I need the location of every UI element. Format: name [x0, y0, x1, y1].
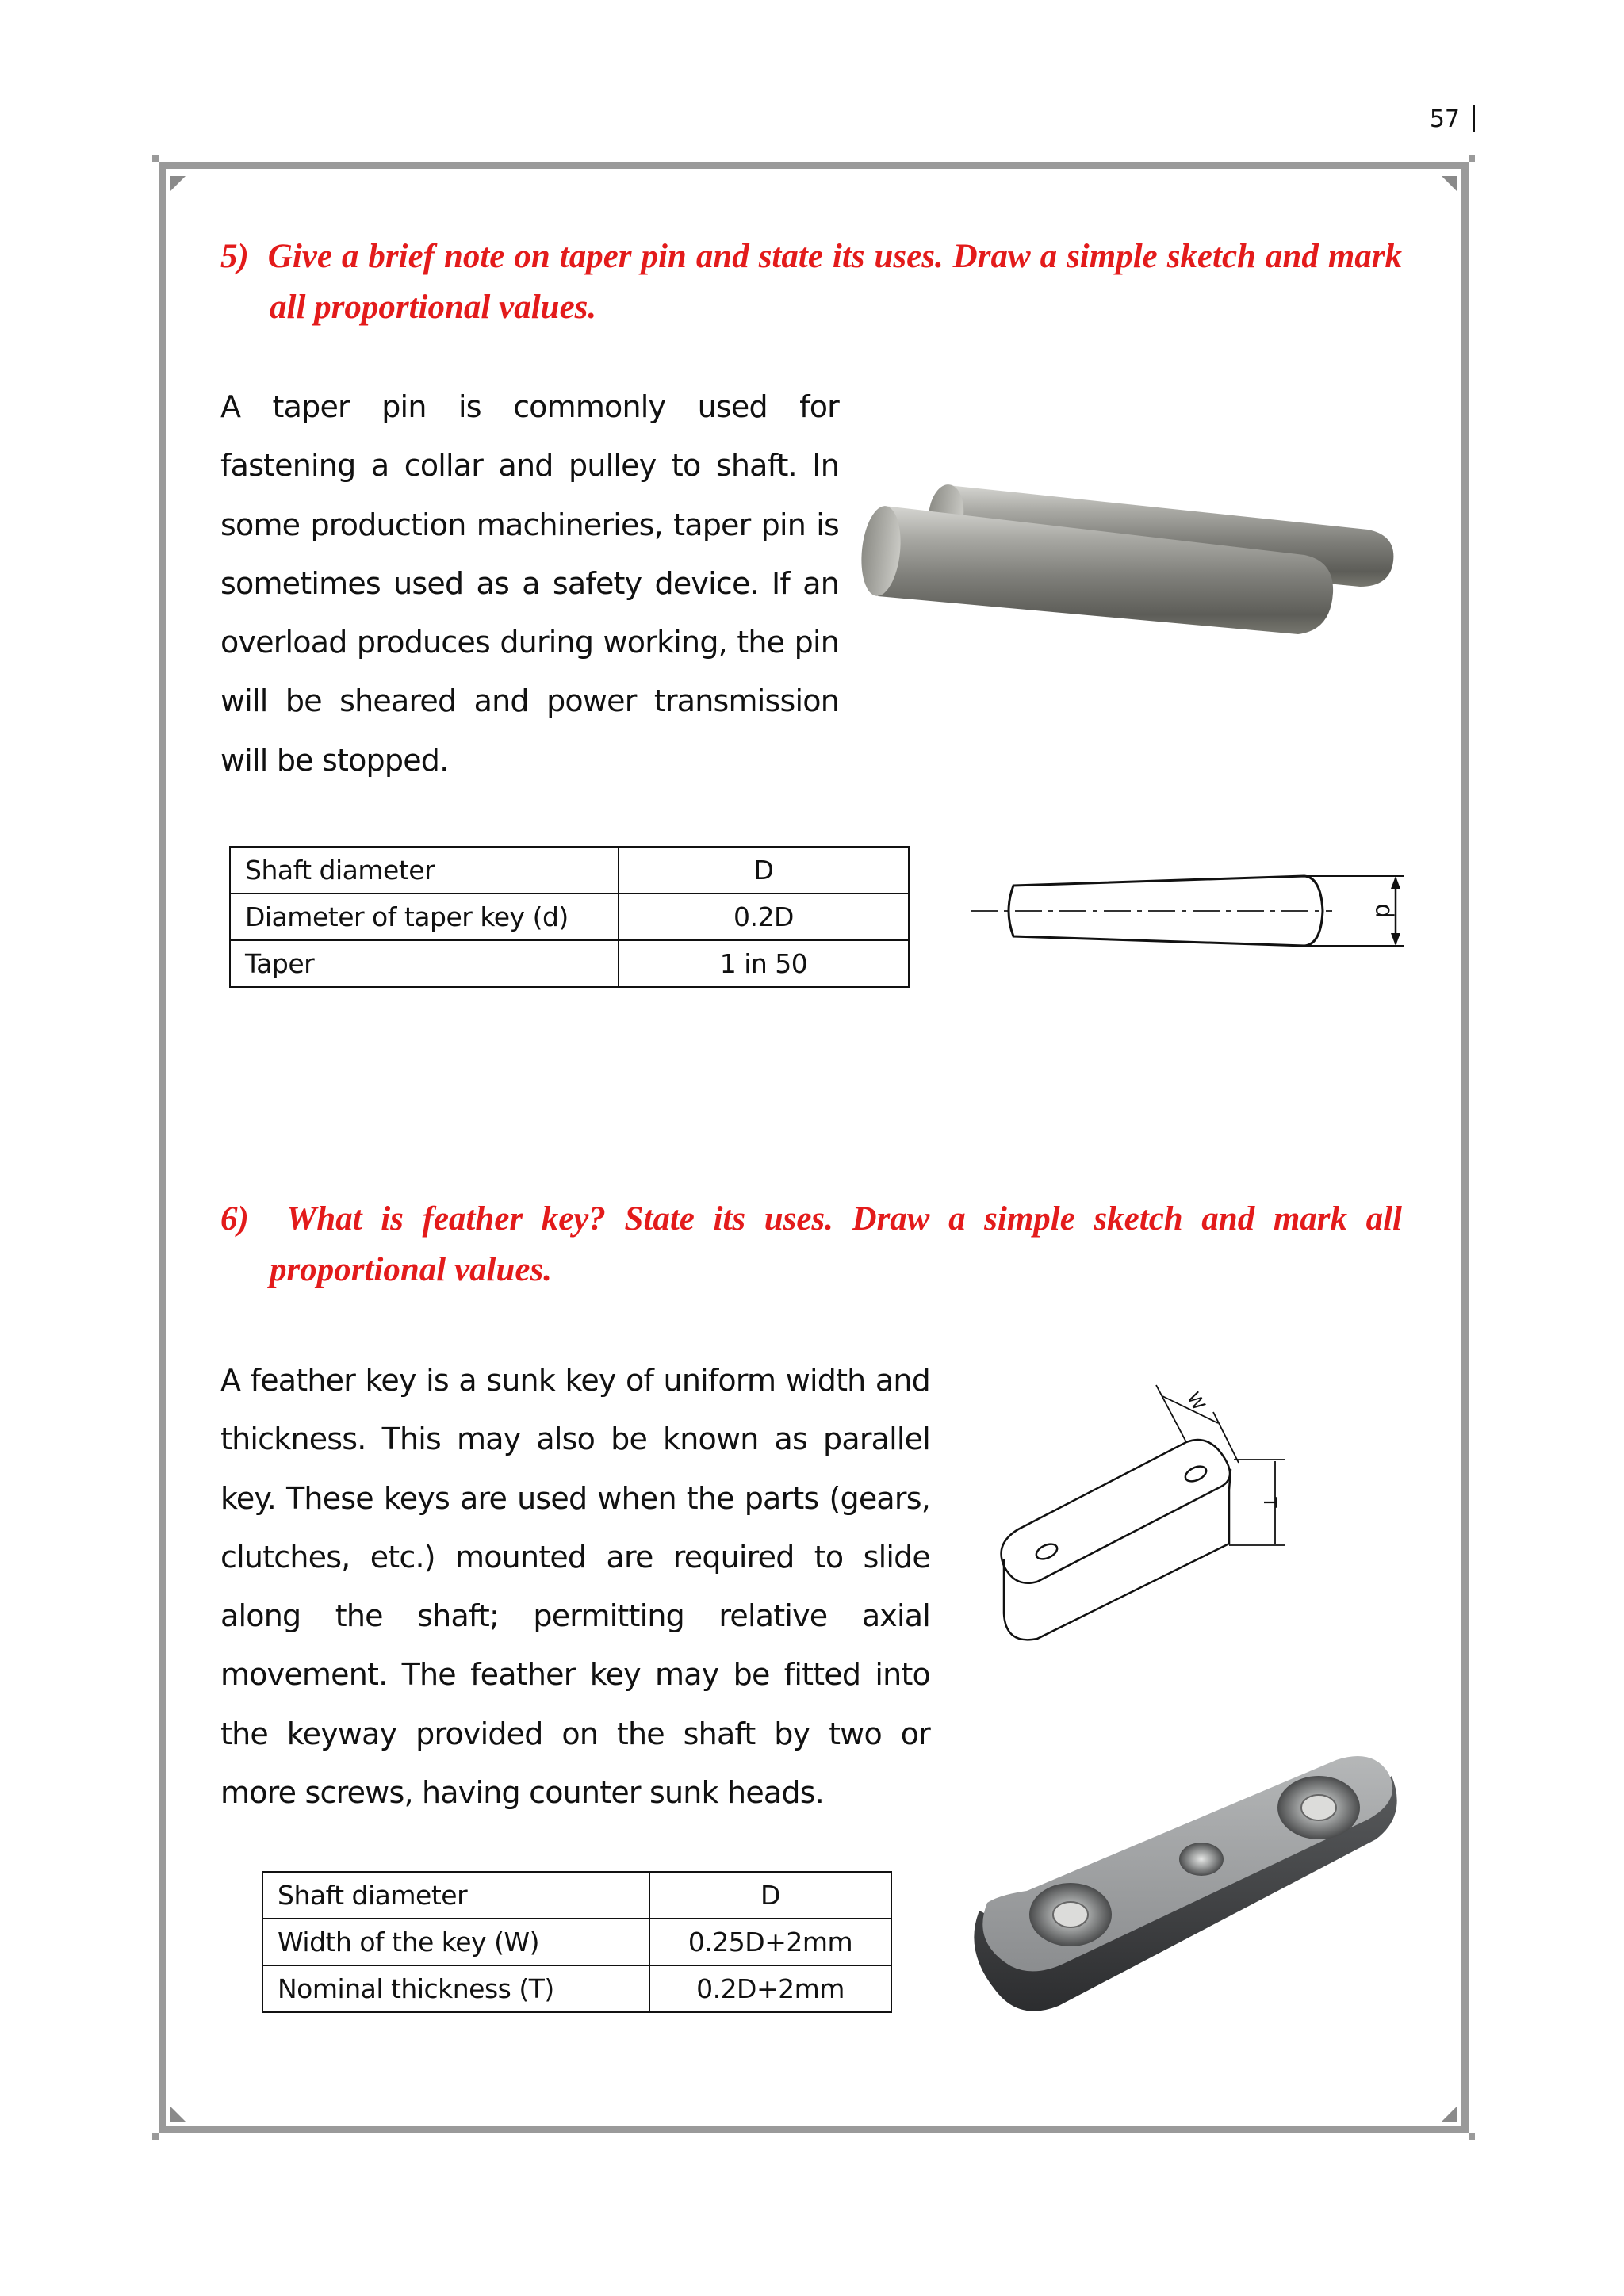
table-cell-value: 0.25D+2mm: [649, 1919, 891, 1965]
question-text: What is feather key? State its uses. Draw a simple sketch and mark all proportional values.: [270, 1200, 1402, 1288]
question-number: 5): [220, 238, 249, 275]
dimension-arrow: [1391, 933, 1400, 946]
question-number: 6): [220, 1200, 249, 1238]
frame-bottom-border: [159, 2126, 1469, 2133]
taper-pin-photo: [860, 468, 1415, 666]
dimension-arrow: [1391, 876, 1400, 889]
table-cell-value: 0.2D+2mm: [649, 1965, 891, 2012]
table-cell-value: 1 in 50: [619, 940, 909, 987]
table-row: [262, 1872, 891, 1919]
feather-key-proportions-table: [262, 1871, 892, 2013]
tapped-hole: [1179, 1843, 1224, 1876]
table-row: [262, 1965, 891, 2012]
feather-key-description: A feather key is a sunk key of uniform width and thickness. This may also be known as parallel key. These keys are used when the parts (gears, clutches, etc.) mounted are required to slide along the shaft; permitting relative axial movement. The feather key may be fitted into the keyway provided on the shaft by two or more screws, having counter sunk heads.: [220, 1363, 930, 1811]
table-cell-value: D: [649, 1872, 891, 1919]
diameter-label: d: [1369, 903, 1398, 919]
taper-pin-proportions-table: [229, 846, 910, 988]
key-outline: [1002, 1440, 1231, 1640]
table-row: [230, 847, 909, 894]
frame-right-border: [1461, 162, 1469, 2133]
frame-corner-dot: [152, 2133, 159, 2140]
frame-corner-triangle: [1442, 2106, 1457, 2122]
table-cell-label: Shaft diameter: [262, 1872, 649, 1919]
frame-top-border: [159, 162, 1469, 169]
taper-pin-description: A taper pin is commonly used for fastening a collar and pulley to shaft. In some production machineries, taper pin is sometimes used as a safety device. If an overload produces during working, the pin will be sheared and power transmission will be stopped.: [220, 389, 839, 778]
frame-corner-dot: [152, 155, 159, 162]
screw-hole: [1301, 1795, 1336, 1820]
table-cell-label: Nominal thickness (T): [262, 1965, 649, 2012]
question-text: Give a brief note on taper pin and state its uses. Draw a simple sketch and mark all proportional values.: [267, 238, 1403, 326]
table-cell-value: 0.2D: [619, 894, 909, 940]
table-cell-label: Taper: [230, 940, 619, 987]
taper-pin-sketch: [967, 860, 1415, 963]
feather-key-sketch: [983, 1376, 1316, 1661]
frame-corner-dot: [1469, 2133, 1475, 2140]
frame-corner-dot: [1469, 155, 1475, 162]
frame-corner-triangle: [170, 176, 186, 192]
width-label: W: [1182, 1389, 1208, 1414]
frame-corner-triangle: [170, 2106, 186, 2122]
table-row: [230, 894, 909, 940]
dimension-lines: [1156, 1385, 1285, 1545]
table-row: [262, 1919, 891, 1965]
thickness-label: T: [1259, 1497, 1279, 1508]
table-cell-label: Diameter of taper key (d): [230, 894, 619, 940]
table-row: [230, 940, 909, 987]
table-cell-value: D: [619, 847, 909, 894]
table-cell-label: Shaft diameter: [230, 847, 619, 894]
frame-left-border: [159, 162, 166, 2133]
feather-key-photo: [963, 1752, 1408, 2053]
question-6-heading: [220, 1194, 1402, 1295]
table-cell-label: Width of the key (W): [262, 1919, 649, 1965]
frame-corner-triangle: [1442, 176, 1457, 192]
screw-hole: [1053, 1902, 1088, 1927]
question-5-heading: [220, 232, 1402, 333]
page-number: 57: [1430, 105, 1475, 133]
